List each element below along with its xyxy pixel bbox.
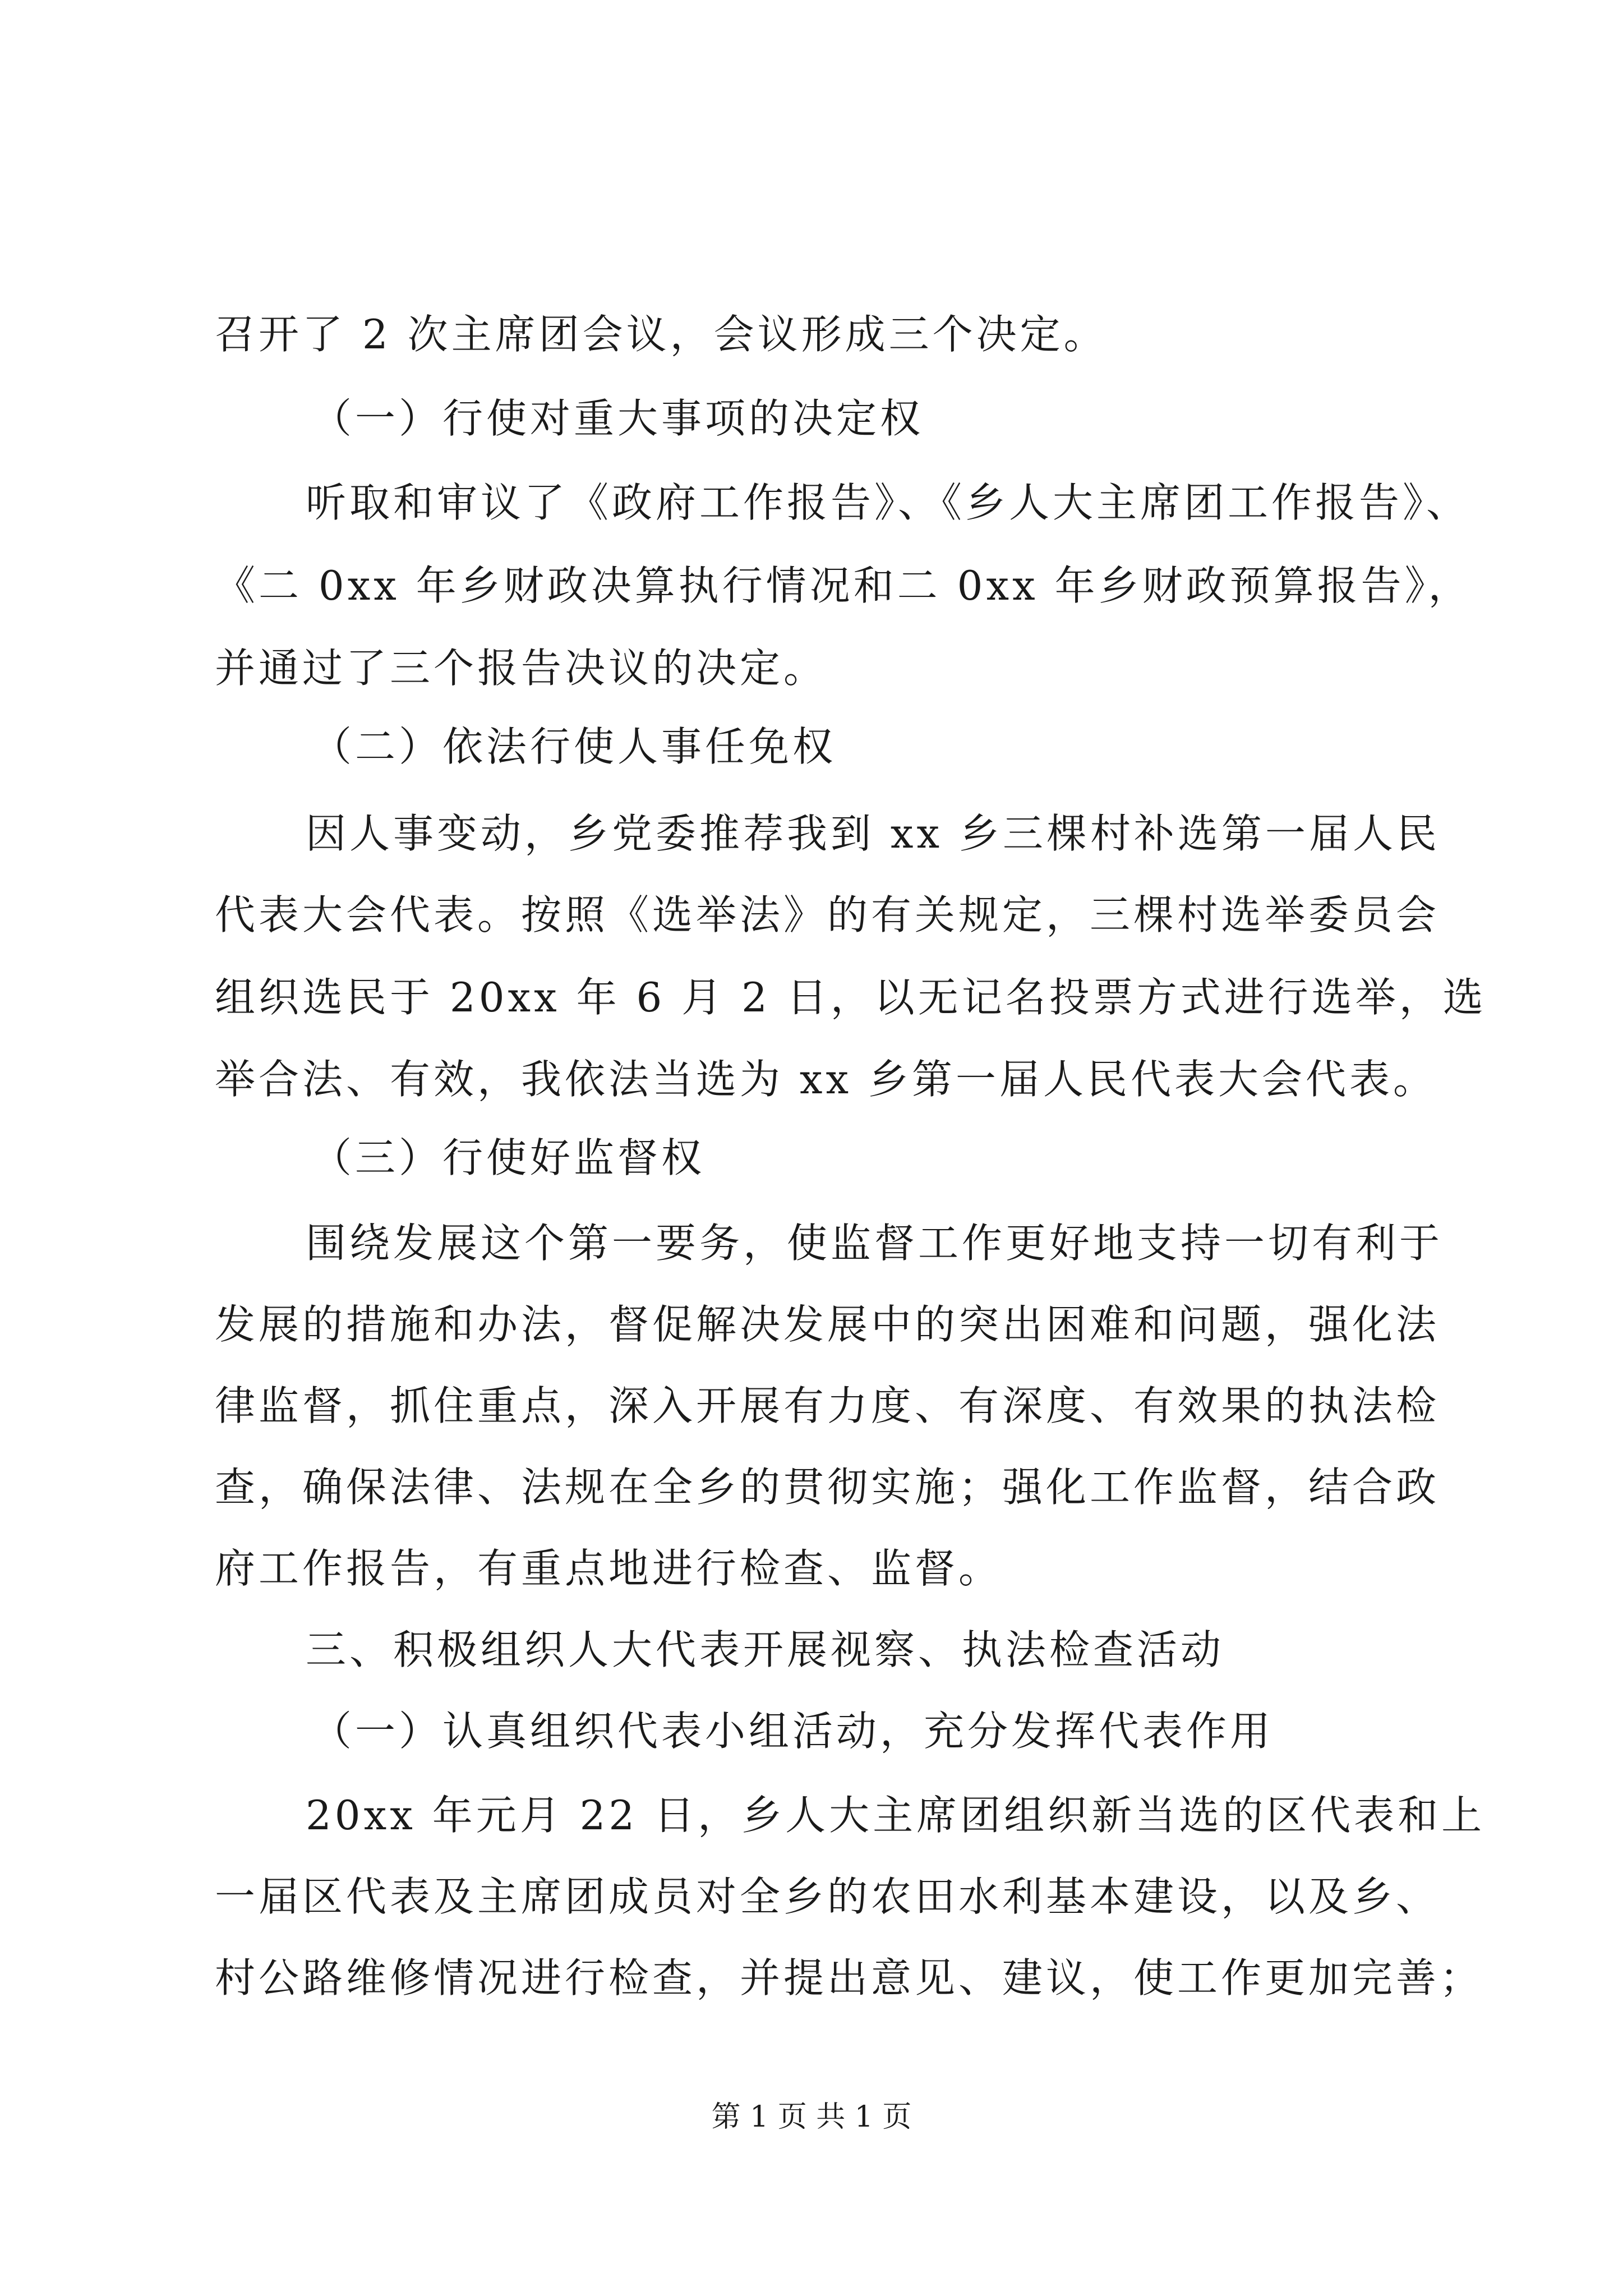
text-line-3: 听取和审议了《政府工作报告》、《乡人大主席团工作报告》、 [306,479,1470,526]
text-line-8: 代表大会代表。按照《选举法》的有关规定，三棵村选举委员会 [215,891,1440,938]
text-line-4: 《二 0xx 年乡财政决算执行情况和二 0xx 年乡财政预算报告》， [215,562,1472,609]
section-heading-3: （三）行使好监督权 [311,1134,706,1181]
section-heading-2: （二）依法行使人事任免权 [311,723,837,770]
text-line-16: 府工作报告，有重点地进行检查、监督。 [215,1545,1003,1592]
text-line-1: 召开了 2 次主席团会议，会议形成三个决定。 [215,311,1108,358]
page-number: 第 1 页 共 1 页 [711,2100,912,2134]
text-line-12: 围绕发展这个第一要务，使监督工作更好地支持一切有利于 [306,1220,1444,1267]
section-heading-1: （一）行使对重大事项的决定权 [311,395,924,442]
text-line-14: 律监督，抓住重点，深入开展有力度、有深度、有效果的执法检 [215,1382,1440,1429]
text-line-13: 发展的措施和办法，督促解决发展中的突出困难和问题，强化法 [215,1301,1440,1348]
section-heading-main: 三、积极组织人大代表开展视察、执法检查活动 [306,1626,1225,1673]
text-line-5: 并通过了三个报告决议的决定。 [215,645,828,692]
text-line-10: 举合法、有效，我依法当选为 xx 乡第一届人民代表大会代表。 [215,1056,1437,1103]
text-line-7: 因人事变动，乡党委推荐我到 xx 乡三棵村补选第一届人民 [306,810,1440,857]
text-line-9: 组织选民于 20xx 年 6 月 2 日，以无记名投票方式进行选举，选 [215,974,1487,1021]
text-line-21: 村公路维修情况进行检查，并提出意见、建议，使工作更加完善； [215,1954,1484,2001]
text-line-20: 一届区代表及主席团成员对全乡的农田水利基本建设，以及乡、 [215,1873,1440,1920]
text-line-19: 20xx 年元月 22 日，乡人大主席团组织新当选的区代表和上 [306,1792,1486,1839]
text-line-15: 查，确保法律、法规在全乡的贯彻实施；强化工作监督，结合政 [215,1464,1440,1511]
section-heading-4: （一）认真组织代表小组活动，充分发挥代表作用 [311,1708,1274,1755]
